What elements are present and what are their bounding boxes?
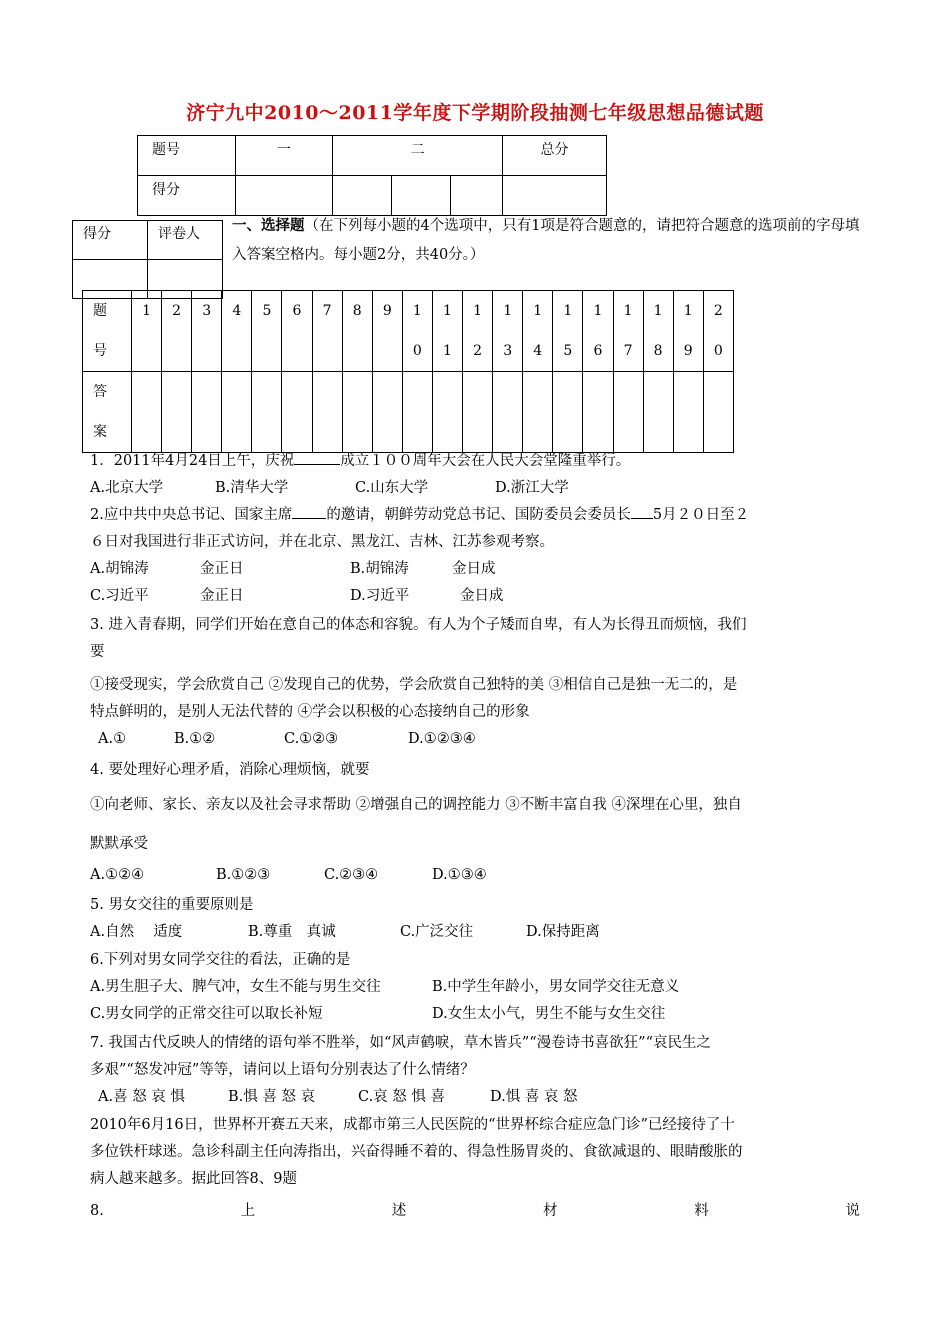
grader-table [72,220,223,299]
answer-table-question-label: 题 号 [83,291,132,372]
answer-cell-10[interactable] [402,372,432,453]
answer-table-number-5: 5 [252,291,282,372]
option-a: A.自然 适度 [90,924,183,940]
answer-table-number-4: 4 [222,291,252,372]
option-b: B.胡锦涛 [350,561,409,577]
answer-table-number-17: 1 7 [613,291,643,372]
question-8: 8. 上 述 材 料 说 [90,1203,860,1219]
option-c: C.男女同学的正常交往可以取长补短 [90,1006,323,1022]
score-table-label-score: 得分 [138,176,236,216]
question-4: 4. 要处理好心理矛盾，消除心理烦恼，就要 ①向老师、家长、亲友以及社会寻求帮助 ②增强自己的调控能力 ③不断丰富自我 ④深埋在心里，独自 默默承受 A.①②④ B.①②③ C.②③④ D.①③④ [90,757,860,889]
question-1: 1．2011年4月24日上午，庆祝 成立１００周年大会在人民大会堂隆重举行。 A.北京大学 B.清华大学 C.山东大学 D.浙江大学 [90,448,860,502]
answer-table-number-1: 1 [132,291,162,372]
score-cell[interactable] [333,176,392,216]
answer-blank[interactable] [631,518,653,519]
question-3: 3. 进入青春期，同学们开始在意自己的体态和容貌。有人为个子矮而自卑，有人为长得丑而烦恼，我们 要 ①接受现实，学会欣赏自己 ②发现自己的优势，学会欣赏自己独特的美 ③相信自己是独一无二的，是 特点鲜明的，是别人无法代替的 ④学会以积极的心态接纳自己的形象 A.① B.①② C.①②③ D.①②③④ [90,612,860,753]
option-c: C.山东大学 [355,480,429,496]
answer-cell-3[interactable] [192,372,222,453]
answer-cell-16[interactable] [583,372,613,453]
option-b: B.①②③ [216,867,271,883]
option-c: C.习近平 [90,588,149,604]
option-b: B.中学生年龄小，男女同学交往无意义 [432,979,680,995]
option-b: B.①② [174,731,216,747]
answer-table-number-16: 1 6 [583,291,613,372]
score-cell[interactable] [392,176,451,216]
score-table-part1: 一 [235,136,333,176]
answer-cell-1[interactable] [132,372,162,453]
option-d: D.①②③④ [408,731,476,747]
option-b: B.惧 喜 怒 哀 [228,1089,316,1105]
page-title: 济宁九中2010～2011学年度下学期阶段抽测七年级思想品德试题 [186,102,764,124]
answer-cell-4[interactable] [222,372,252,453]
option-d: D.惧 喜 哀 怒 [490,1089,578,1105]
option-a: A.胡锦涛 [90,561,149,577]
option-d: D.保持距离 [526,924,600,940]
answer-cell-20[interactable] [703,372,733,453]
answer-blank[interactable] [292,518,326,519]
answer-table-number-12: 1 2 [463,291,493,372]
grader-name-label: 评卷人 [148,221,223,260]
answer-table-number-8: 8 [342,291,372,372]
section1-instructions [232,211,864,270]
answer-cell-6[interactable] [282,372,312,453]
option-d: D.①③④ [432,867,487,883]
answer-cell-17[interactable] [613,372,643,453]
answer-cell-9[interactable] [372,372,402,453]
option-c: C.广泛交往 [400,924,474,940]
option-c: C.①②③ [284,731,339,747]
answer-table-number-18: 1 8 [643,291,673,372]
answer-cell-11[interactable] [432,372,462,453]
answer-table-number-13: 1 3 [493,291,523,372]
score-cell[interactable] [503,176,607,216]
option-d: D.女生太小气，男生不能与女生交往 [432,1006,666,1022]
answer-table-number-2: 2 [162,291,192,372]
option-c: C.哀 怒 惧 喜 [358,1089,446,1105]
answer-cell-14[interactable] [523,372,553,453]
answer-cell-19[interactable] [673,372,703,453]
option-a: A.① [98,731,127,747]
option-b: B.尊重 真诚 [248,924,336,940]
score-cell[interactable] [450,176,502,216]
option-a: A.喜 怒 哀 惧 [98,1089,185,1105]
answer-cell-8[interactable] [342,372,372,453]
answer-table-answer-label: 答 案 [83,372,132,453]
answer-table [82,290,734,453]
answer-table-number-7: 7 [312,291,342,372]
answer-cell-2[interactable] [162,372,192,453]
answer-cell-7[interactable] [312,372,342,453]
answer-table-number-11: 1 1 [432,291,462,372]
score-table-label-number: 题号 [138,136,236,176]
answer-table-number-20: 2 0 [703,291,733,372]
option-c: C.②③④ [324,867,379,883]
answer-table-number-9: 9 [372,291,402,372]
question-2: 2.应中共中央总书记、国家主席 的邀请，朝鲜劳动党总书记、国防委员会委员长 5月２０日至２ ６日对我国进行非正式访问，并在北京、黑龙江、吉林、江苏参观考察。 A.胡锦涛 金正日 B.胡锦涛 金日成 C.习近平 金正日 D.习近平 金日成 [90,502,860,610]
answer-cell-12[interactable] [463,372,493,453]
grader-score-label: 得分 [73,221,148,260]
option-d: D.浙江大学 [495,480,569,496]
section1-heading: 一、选择题 [232,217,305,234]
option-a: A.①②④ [90,867,145,883]
answer-table-number-15: 1 5 [553,291,583,372]
answer-cell-5[interactable] [252,372,282,453]
score-table-part2: 二 [333,136,503,176]
question-6: 6.下列对男女同学交往的看法，正确的是 A.男生胆子大、脾气冲，女生不能与男生交往 B.中学生年龄小，男女同学交往无意义 C.男女同学的正常交往可以取长补短 D.女生太小气，男生不能与女生交往 [90,947,860,1028]
answer-table-number-19: 1 9 [673,291,703,372]
option-b: B.清华大学 [215,480,289,496]
question-5: 5. 男女交往的重要原则是 A.自然 适度 B.尊重 真诚 C.广泛交往 D.保持距离 [90,892,860,946]
answer-cell-18[interactable] [643,372,673,453]
question-7: 7. 我国古代反映人的情绪的语句举不胜举，如“风声鹤唳，草木皆兵”“漫卷诗书喜欲狂”“哀民生之 多艰”“怒发冲冠”等等，请问以上语句分别表达了什么情绪？ A.喜 怒 哀 惧 B.惧 喜 怒 哀 C.哀 怒 惧 喜 D.惧 喜 哀 怒 [90,1030,860,1111]
section1-instruction: （在下列每小题的4个选项中，只有1项是符合题意的，请把符合题意的选项前的字母填入答案空格内。每小题2分，共40分。） [232,218,860,263]
option-a: A.北京大学 [90,480,164,496]
answer-cell-13[interactable] [493,372,523,453]
reading-material: 2010年6月16日，世界杯开赛五天来，成都市第三人民医院的“世界杯综合症应急门诊”已经接待了十 多位铁杆球迷。急诊科副主任向涛指出，兴奋得睡不着的、得急性肠胃炎的、食欲减退的、眼睛酸胀的 病人越来越多。据此回答8、9题 [90,1117,743,1187]
score-table-total: 总分 [503,136,607,176]
option-d: D.习近平 [350,588,410,604]
score-table [137,135,607,216]
answer-table-number-3: 3 [192,291,222,372]
answer-cell-15[interactable] [553,372,583,453]
option-a: A.男生胆子大、脾气冲，女生不能与男生交往 [90,979,381,995]
answer-table-number-10: 1 0 [402,291,432,372]
answer-blank[interactable] [294,464,340,465]
answer-table-number-14: 1 4 [523,291,553,372]
score-cell[interactable] [235,176,333,216]
answer-table-number-6: 6 [282,291,312,372]
